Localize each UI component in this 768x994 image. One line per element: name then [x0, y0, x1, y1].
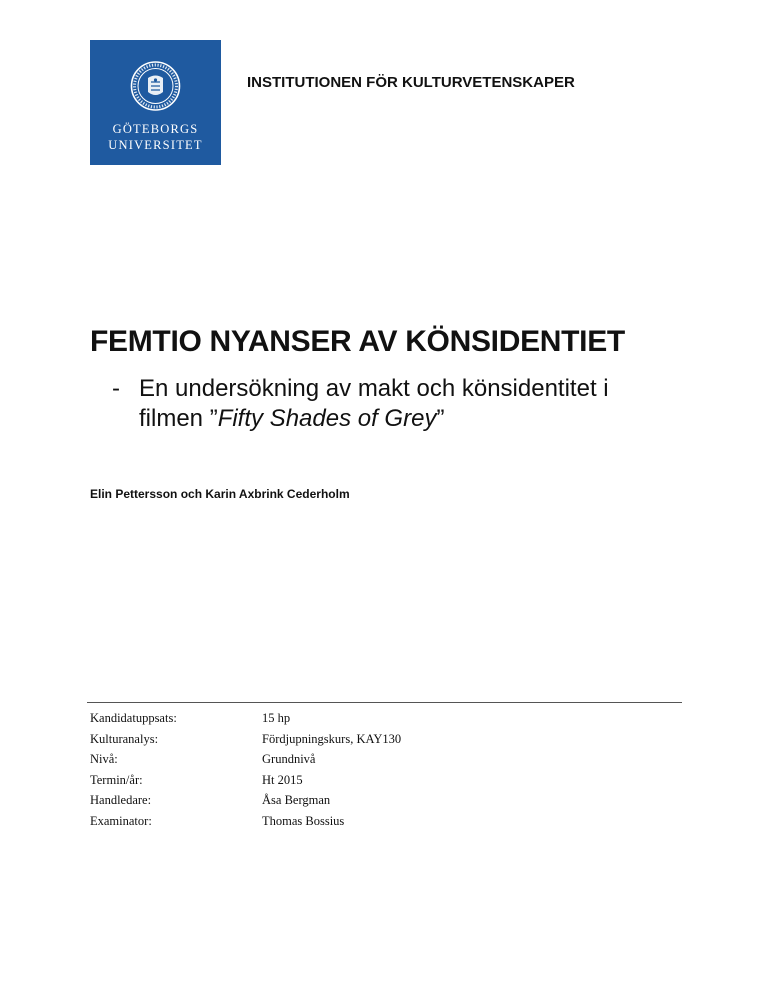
subtitle-prefix: filmen ” [139, 405, 218, 432]
thesis-title: FEMTIO NYANSER AV KÖNSIDENTIET [90, 325, 625, 358]
info-value: Thomas Bossius [262, 813, 345, 828]
info-label: Kulturanalys: [90, 731, 159, 746]
subtitle-suffix: ” [436, 405, 445, 432]
subtitle-dash: - [112, 375, 120, 402]
info-value: Grundnivå [262, 752, 316, 766]
info-row [90, 812, 401, 833]
subtitle-line2 [139, 404, 679, 434]
info-value: Ht 2015 [262, 772, 303, 787]
info-divider [87, 702, 682, 703]
university-logo [90, 40, 221, 165]
info-label: Kandidatuppsats: [90, 711, 177, 725]
info-value: 15 hp [262, 711, 291, 725]
info-row [90, 730, 401, 751]
info-value: Fördjupningskurs, KAY130 [262, 731, 402, 746]
info-label: Handledare: [90, 793, 152, 807]
info-row [90, 791, 401, 812]
logo-line1: GÖTEBORGS [112, 122, 199, 136]
university-seal-icon [90, 40, 221, 165]
info-label: Termin/år: [90, 772, 143, 787]
subtitle-text [139, 374, 679, 434]
info-value: Åsa Bergman [262, 793, 331, 807]
info-label: Examinator: [90, 813, 152, 828]
info-row [90, 771, 401, 792]
logo-line2: UNIVERSITET [108, 138, 203, 152]
subtitle-line1: En undersökning av makt och könsidentitet i [139, 375, 609, 402]
info-table [90, 709, 401, 832]
info-label: Nivå: [90, 752, 118, 766]
film-title: Fifty Shades of Grey [217, 405, 437, 432]
authors: Elin Pettersson och Karin Axbrink Cederholm [90, 487, 350, 501]
info-row [90, 709, 401, 730]
info-row [90, 750, 401, 771]
institution-name: INSTITUTIONEN FÖR KULTURVETENSKAPER [247, 74, 575, 91]
